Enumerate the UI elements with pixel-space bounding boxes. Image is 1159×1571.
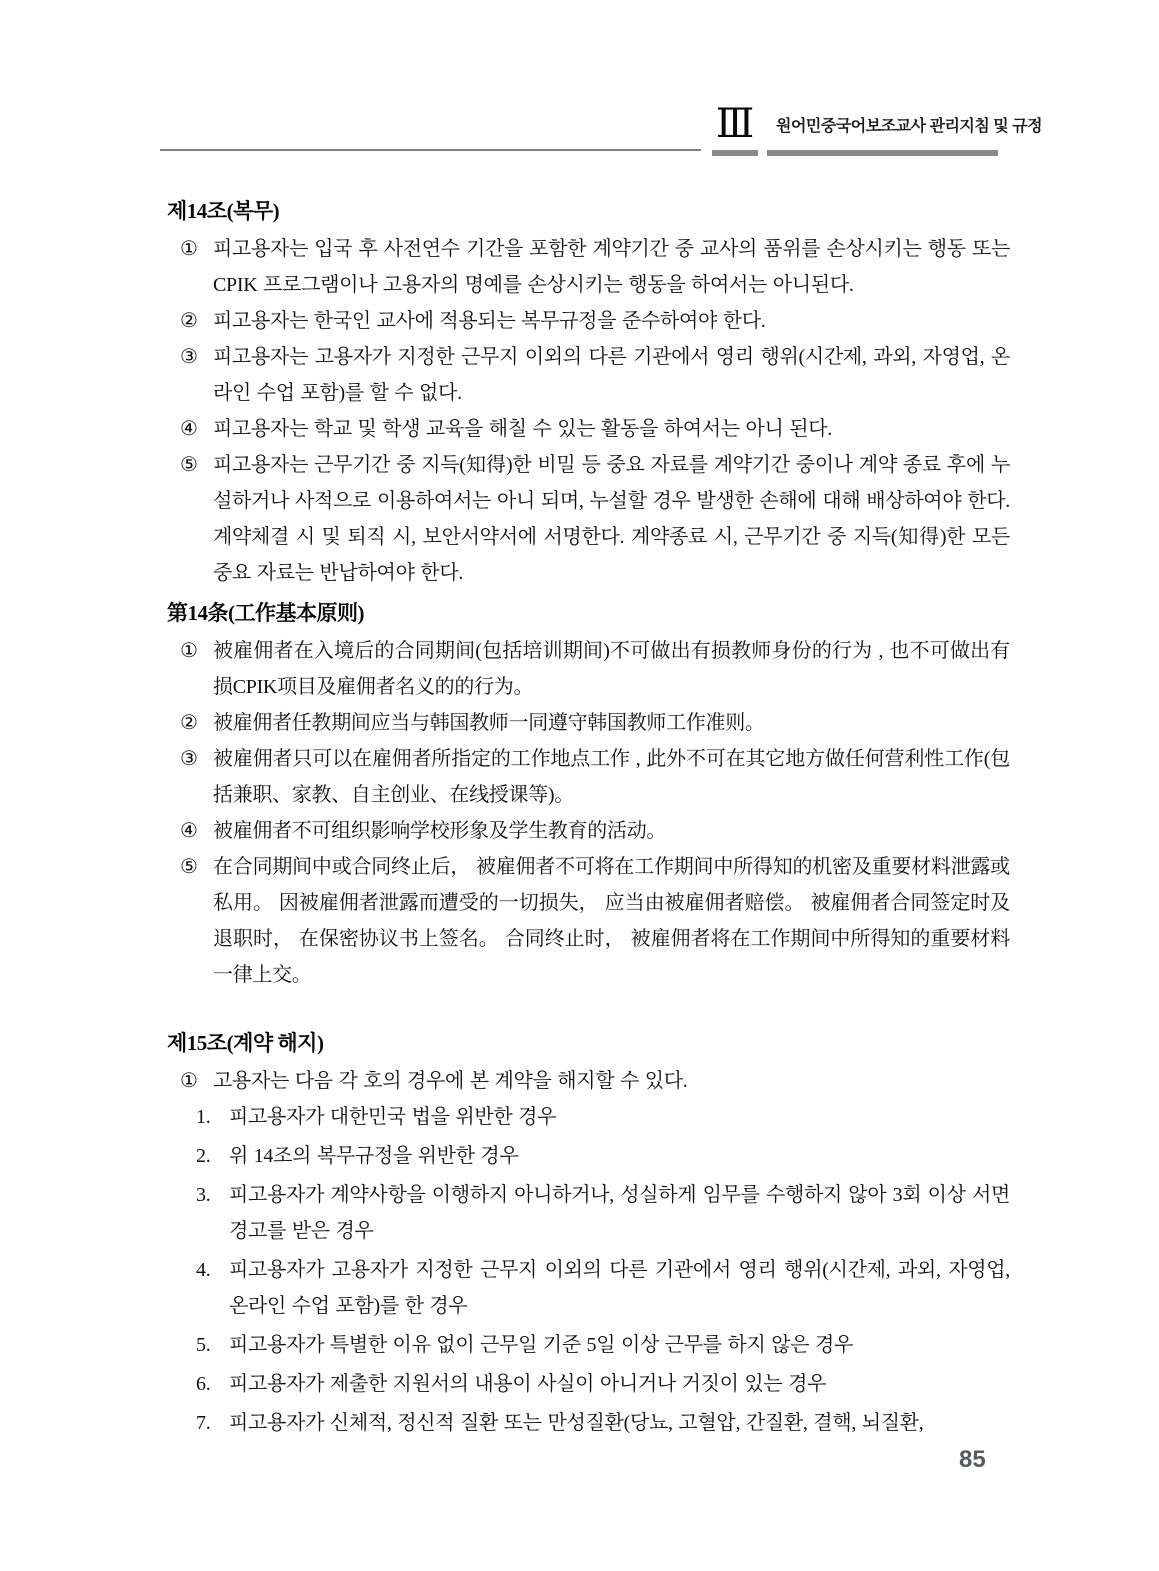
chapter-numeral: Ⅲ [715, 101, 755, 146]
list-item [167, 849, 1010, 993]
section-heading: 제15조(계약 해지) [167, 1031, 324, 1055]
list-item [167, 447, 1010, 591]
header-rule-left [160, 149, 701, 151]
item-marker: ④ [180, 418, 198, 440]
item-text: 피고용자가 고용자가 지정한 근무지 이외의 다른 기관에서 영리 행위(시간제, 과외, 자영업, 온라인 수업 포함)를 한 경우 [229, 1259, 1010, 1317]
numbered-sub-item [167, 1099, 1010, 1135]
item-text: 피고용자는 한국인 교사에 적용되는 복무규정을 준수하여야 한다. [213, 310, 766, 332]
item-text: 被雇佣者任教期间应当与韩国教师一同遵守韩国教师工作准则。 [213, 712, 765, 734]
item-marker: 1. [196, 1106, 211, 1128]
list-item [167, 741, 1010, 813]
item-text: 피고용자가 대한민국 법을 위반한 경우 [229, 1106, 557, 1128]
numbered-sub-item [167, 1138, 1010, 1174]
item-marker: 2. [196, 1145, 211, 1167]
item-marker: ⑤ [180, 856, 198, 878]
item-marker: ① [180, 238, 198, 260]
chapter-numeral-underline [712, 150, 758, 156]
section-heading: 제14조(복무) [167, 199, 280, 223]
item-text: 고용자는 다음 각 호의 경우에 본 계약을 해지할 수 있다. [213, 1070, 688, 1092]
header-title-underline [767, 150, 998, 156]
numbered-sub-item [167, 1366, 1010, 1402]
numbered-sub-item [167, 1327, 1010, 1363]
item-text: 피고용자가 계약사항을 이행하지 아니하거나, 성실하게 임무를 수행하지 않아 3회 이상 서면 경고를 받은 경우 [229, 1184, 1010, 1242]
list-item [167, 231, 1010, 303]
item-marker: ④ [180, 820, 198, 842]
section-heading: 第14条(工作基本原则) [167, 601, 364, 625]
numbered-sub-item [167, 1405, 1010, 1441]
item-marker: ⑤ [180, 454, 198, 476]
item-text: 피고용자가 특별한 이유 없이 근무일 기준 5일 이상 근무를 하지 않은 경우 [229, 1334, 853, 1356]
list-item [167, 1063, 1010, 1099]
item-marker: ③ [180, 748, 198, 770]
item-text: 피고용자는 근무기간 중 지득(知得)한 비밀 등 중요 자료를 계약기간 중이나 계약 종료 후에 누설하거나 사적으로 이용하여서는 아니 되며, 누설할 경우 발생한 손해에 대해 배상하여야 한다. 계약체결 시 및 퇴직 시, 보안서약서에 서명한다. 계약종료 시, 근무기간 중 지득(知得)한 모든 중요 자료는 반납하여야 한다. [213, 454, 1010, 584]
item-text: 피고용자는 고용자가 지정한 근무지 이외의 다른 기관에서 영리 행위(시간제, 과외, 자영업, 온라인 수업 포함)를 할 수 없다. [213, 346, 1010, 404]
numbered-sub-item [167, 1177, 1010, 1249]
item-text: 피고용자가 신체적, 정신적 질환 또는 만성질환(당뇨, 고혈압, 간질환, 결핵, 뇌질환, [229, 1412, 924, 1434]
list-item [167, 411, 1010, 447]
item-text: 피고용자가 제출한 지원서의 내용이 사실이 아니거나 거짓이 있는 경우 [229, 1373, 827, 1395]
item-marker: 4. [196, 1259, 211, 1281]
list-item [167, 303, 1010, 339]
item-marker: ② [180, 712, 198, 734]
item-marker: ① [180, 1070, 198, 1092]
section-article-14-chinese [167, 593, 1010, 993]
list-item [167, 339, 1010, 411]
item-text: 被雇佣者在入境后的合同期间(包括培训期间)不可做出有损教师身份的行为 , 也不可做出有损CPIK项目及雇佣者名义的的行为。 [213, 640, 1010, 698]
list-item [167, 705, 1010, 741]
item-text: 在合同期间中或合同终止后， 被雇佣者不可将在工作期间中所得知的机密及重要材料泄露或私用。 因被雇佣者泄露而遭受的一切损失， 应当由被雇佣者赔偿。 被雇佣者合同签定时及退职时， 在保密协议书上签名。 合同终止时， 被雇佣者将在工作期间中所得知的重要材料一律上交。 [213, 856, 1010, 986]
item-text: 위 14조의 복무규정을 위반한 경우 [229, 1145, 519, 1167]
running-header-title: 원어민중국어보조교사 관리지침 및 규정 [776, 118, 1043, 135]
item-marker: ③ [180, 346, 198, 368]
section-article-14-korean [167, 191, 1010, 591]
page-number: 85 [959, 1446, 986, 1473]
item-text: 被雇佣者不可组织影响学校形象及学生教育的活动。 [213, 820, 667, 842]
item-text: 피고용자는 학교 및 학생 교육을 해칠 수 있는 활동을 하여서는 아니 된다. [213, 418, 832, 440]
list-item [167, 633, 1010, 705]
section-article-15-korean [167, 1023, 1010, 1441]
item-marker: ① [180, 640, 198, 662]
item-marker: 3. [196, 1184, 211, 1206]
numbered-sub-item [167, 1252, 1010, 1324]
item-text: 被雇佣者只可以在雇佣者所指定的工作地点工作 , 此外不可在其它地方做任何营利性工作(包括兼职、家教、自主创业、在线授课等)。 [213, 748, 1010, 806]
list-item [167, 813, 1010, 849]
item-text: 피고용자는 입국 후 사전연수 기간을 포함한 계약기간 중 교사의 품위를 손상시키는 행동 또는 CPIK 프로그램이나 고용자의 명예를 손상시키는 행동을 하여서는 아니된다. [213, 238, 1010, 296]
item-marker: ② [180, 310, 198, 332]
document-body [167, 191, 1010, 1444]
item-marker: 5. [196, 1334, 211, 1356]
item-marker: 6. [196, 1373, 211, 1395]
item-marker: 7. [196, 1412, 211, 1434]
